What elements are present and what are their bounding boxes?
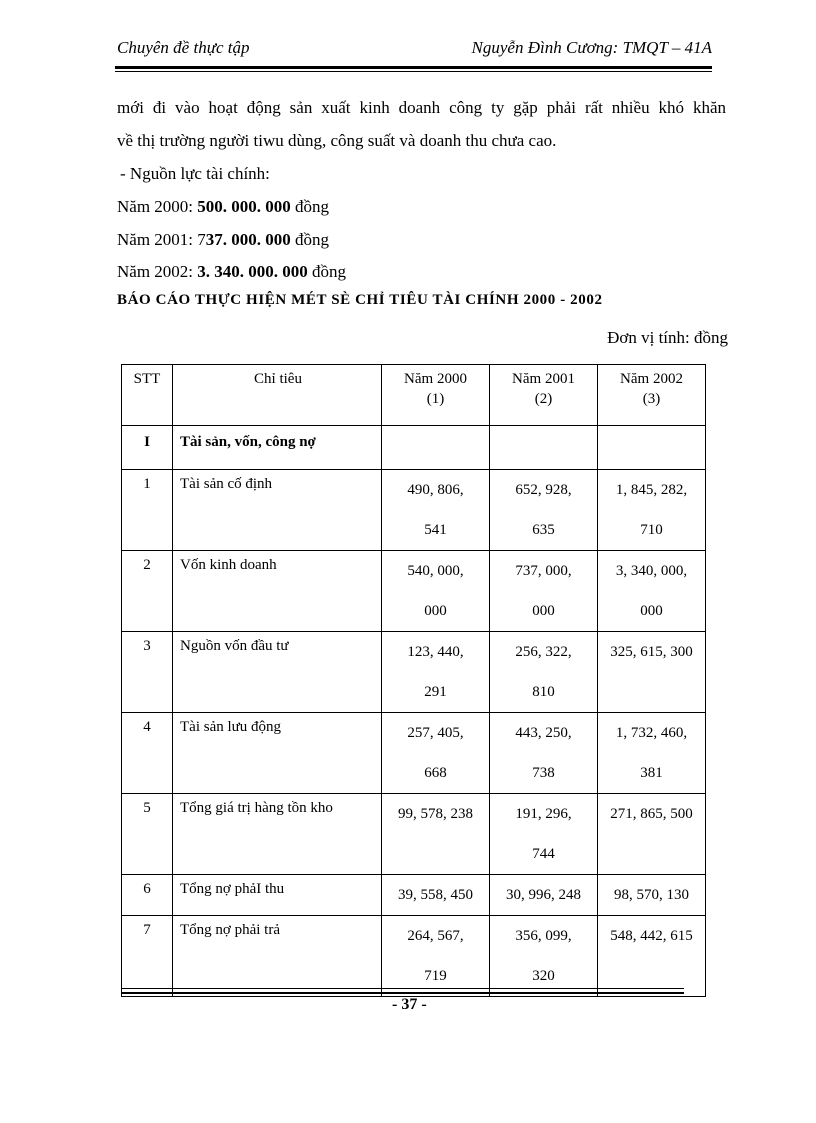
- table-row: [122, 794, 706, 875]
- section-empty-cell: [382, 426, 490, 470]
- capital-2002: [117, 262, 346, 282]
- header-year-2000-sub: (1): [426, 391, 445, 407]
- table-row: [122, 916, 706, 997]
- value-line: 635: [532, 522, 555, 538]
- row-value-2000: [382, 551, 490, 632]
- capital-2000-value: 500. 000. 000: [197, 197, 291, 216]
- value-line: 256, 322,: [515, 644, 572, 660]
- value-line: 191, 296,: [515, 806, 572, 822]
- value-line: 123, 440,: [407, 644, 464, 660]
- row-value-2000: [382, 713, 490, 794]
- table-header-row: [122, 365, 706, 426]
- value-line: 3, 340, 000,: [615, 563, 688, 579]
- header-year-2001-sub: (2): [534, 391, 553, 407]
- row-value-2002: [598, 713, 706, 794]
- section-empty-cell: [598, 426, 706, 470]
- value-line: 652, 928,: [515, 482, 572, 498]
- row-stt: 6: [122, 875, 173, 916]
- value-line: 490, 806,: [407, 482, 464, 498]
- header-rule-thin: [115, 71, 712, 72]
- row-value-2002: [598, 632, 706, 713]
- value-line: 320: [532, 968, 555, 984]
- financial-resources-heading: - Nguồn lực tài chính:: [120, 164, 270, 183]
- value-line: 356, 099,: [515, 928, 572, 944]
- page-number: - 37 -: [392, 996, 427, 1013]
- table-row: [122, 551, 706, 632]
- table-row: [122, 632, 706, 713]
- row-value-2000: [382, 916, 490, 997]
- header-year-2002: [598, 365, 706, 426]
- value-line: 719: [424, 968, 447, 984]
- header-indicator: Chỉ tiêu: [173, 365, 382, 426]
- value-line: 668: [424, 765, 447, 781]
- row-value-2001: [490, 875, 598, 916]
- row-value-2001: [490, 916, 598, 997]
- row-stt: 5: [122, 794, 173, 875]
- value-line: 271, 865, 500: [610, 806, 693, 822]
- header-year-2002-label: Năm 2002: [620, 371, 683, 387]
- report-unit: Đơn vị tính: đồng: [607, 328, 728, 347]
- header-year-2001: [490, 365, 598, 426]
- page-header: [115, 38, 712, 62]
- section-empty-cell: [490, 426, 598, 470]
- value-line: 540, 000,: [407, 563, 464, 579]
- row-name: Vốn kinh doanh: [173, 551, 382, 632]
- capital-2002-unit: đồng: [307, 262, 347, 281]
- row-stt: 1: [122, 470, 173, 551]
- header-year-2000: [382, 365, 490, 426]
- capital-2002-value: 3. 340. 000. 000: [197, 262, 308, 281]
- row-value-2001: [490, 713, 598, 794]
- body-line-1: mới đi vào hoạt động sản xuất kinh doanh công ty gặp phải rất nhiều khó khăn: [117, 98, 726, 117]
- row-value-2000: [382, 794, 490, 875]
- section-name: Tài sản, vốn, công nợ: [173, 426, 382, 470]
- row-value-2002: [598, 551, 706, 632]
- value-line: 443, 250,: [515, 725, 572, 741]
- row-stt: 3: [122, 632, 173, 713]
- row-value-2002: [598, 875, 706, 916]
- value-line: 810: [532, 684, 555, 700]
- value-line: 738: [532, 765, 555, 781]
- value-line: 257, 405,: [407, 725, 464, 741]
- value-line: 1, 732, 460,: [615, 725, 688, 741]
- value-line: 98, 570, 130: [614, 887, 689, 903]
- value-line: 291: [424, 684, 447, 700]
- row-value-2001: [490, 470, 598, 551]
- financial-indicators-table: [121, 364, 706, 997]
- capital-2001: [117, 230, 329, 250]
- row-value-2000: [382, 470, 490, 551]
- capital-2000: [117, 197, 329, 217]
- value-line: 541: [424, 522, 447, 538]
- value-line: 744: [532, 846, 555, 862]
- capital-2001-label: Năm 2001: 7: [117, 230, 206, 249]
- table-row: [122, 470, 706, 551]
- row-name: Tổng giá trị hàng tồn kho: [173, 794, 382, 875]
- value-line: 737, 000,: [515, 563, 572, 579]
- table-row: [122, 875, 706, 916]
- value-line: 264, 567,: [407, 928, 464, 944]
- row-stt: 7: [122, 916, 173, 997]
- header-doc-title: Chuyên đề thực tập: [117, 38, 250, 57]
- table-row: [122, 713, 706, 794]
- row-name: Tổng nợ phải trả: [173, 916, 382, 997]
- header-year-2000-label: Năm 2000: [404, 371, 467, 387]
- row-name: Tổng nợ phảI thu: [173, 875, 382, 916]
- header-stt: STT: [122, 365, 173, 426]
- value-line: 000: [532, 603, 555, 619]
- table-section-row: [122, 426, 706, 470]
- row-name: Nguồn vốn đầu tư: [173, 632, 382, 713]
- capital-2001-unit: đồng: [290, 230, 330, 249]
- row-value-2001: [490, 632, 598, 713]
- value-line: 1, 845, 282,: [615, 482, 688, 498]
- value-line: 325, 615, 300: [610, 644, 693, 660]
- capital-2000-unit: đồng: [290, 197, 330, 216]
- header-year-2001-label: Năm 2001: [512, 371, 575, 387]
- row-value-2002: [598, 794, 706, 875]
- row-value-2000: [382, 632, 490, 713]
- footer-rule-thick: [121, 992, 684, 994]
- value-line: 381: [640, 765, 663, 781]
- report-title: BÁO CÁO THỰC HIỆN MÉT SÈ CHỈ TIÊU TÀI CHÍNH 2000 - 2002: [117, 292, 603, 308]
- capital-2002-label: Năm 2002:: [117, 262, 198, 281]
- row-value-2002: [598, 470, 706, 551]
- row-value-2001: [490, 551, 598, 632]
- capital-2001-value: 37. 000. 000: [205, 230, 291, 249]
- section-stt: I: [122, 426, 173, 470]
- value-line: 000: [640, 603, 663, 619]
- header-author: Nguyễn Đình Cương: TMQT – 41A: [471, 38, 712, 57]
- header-rule-thick: [115, 66, 712, 69]
- value-line: 39, 558, 450: [398, 887, 473, 903]
- value-line: 548, 442, 615: [610, 928, 693, 944]
- row-value-2001: [490, 794, 598, 875]
- header-year-2002-sub: (3): [642, 391, 661, 407]
- footer-rule-thin: [121, 988, 684, 989]
- value-line: 99, 578, 238: [398, 806, 473, 822]
- value-line: 30, 996, 248: [506, 887, 581, 903]
- value-line: 000: [424, 603, 447, 619]
- row-stt: 4: [122, 713, 173, 794]
- row-value-2002: [598, 916, 706, 997]
- capital-2000-label: Năm 2000:: [117, 197, 198, 216]
- row-name: Tài sản cố định: [173, 470, 382, 551]
- value-line: 710: [640, 522, 663, 538]
- body-line-2: về thị trường người tiwu dùng, công suất và doanh thu chưa cao.: [117, 131, 557, 150]
- row-value-2000: [382, 875, 490, 916]
- row-name: Tài sản lưu động: [173, 713, 382, 794]
- row-stt: 2: [122, 551, 173, 632]
